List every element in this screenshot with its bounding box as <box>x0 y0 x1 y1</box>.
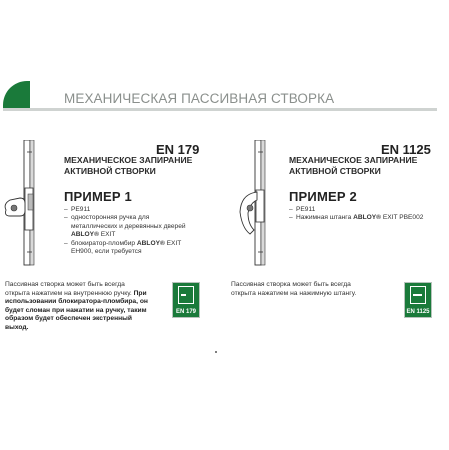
push-bar-mechanism <box>240 192 257 234</box>
example-1-components <box>64 206 186 256</box>
list-item: – Нажимная штанга ABLOY® EXIT PBE002 <box>289 214 423 222</box>
door-icon <box>178 286 194 304</box>
brand-name: ABLOY® <box>136 239 165 247</box>
lock-with-handle-illustration <box>2 140 46 270</box>
caption-line: АКТИВНОЙ СТВОРКИ <box>64 166 156 176</box>
badge-label: EN 1125 <box>406 309 430 315</box>
caption-line: МЕХАНИЧЕСКОЕ ЗАПИРАНИЕ <box>64 155 193 165</box>
page-title: МЕХАНИЧЕСКАЯ ПАССИВНАЯ СТВОРКА <box>64 91 335 106</box>
section-tab-marker <box>3 81 30 108</box>
list-item: – односторонняя ручка для металлических и деревянных дверей ABLOY® EXIT <box>64 214 186 239</box>
example-1-title: ПРИМЕР 1 <box>64 189 132 204</box>
stray-dot <box>215 351 217 353</box>
standard-code-en1125: EN 1125 <box>381 142 431 157</box>
en179-badge <box>172 282 200 318</box>
list-item: – PE911 <box>64 206 186 214</box>
lock-with-push-bar-illustration <box>237 140 273 270</box>
list-item: – PE911 <box>289 206 423 214</box>
caption-line: АКТИВНОЙ СТВОРКИ <box>289 166 381 176</box>
example-1-description: Пассивная створка может быть всегда открыта нажатием на внутреннюю ручку. При использовании блокиратора-пломбира, он будет сломан при нажатии на ручку, таким образом будет обеспечен экстренный выход. <box>5 281 148 331</box>
door-icon <box>410 286 426 304</box>
standard-code-en179: EN 179 <box>156 142 200 157</box>
list-item: – блокиратор-пломбир ABLOY® EXIT EH900, если требуется <box>64 240 186 257</box>
brand-name: ABLOY® <box>353 214 382 222</box>
locking-caption-right <box>289 155 417 177</box>
header-divider <box>3 108 437 111</box>
brand-name: ABLOY® <box>71 231 99 239</box>
latch-bolt <box>28 194 33 210</box>
example-2-title: ПРИМЕР 2 <box>289 189 357 204</box>
mechanism-pivot <box>247 205 253 211</box>
example-2-description: Пассивная створка может быть всегда открыта нажатием на нажимную штангу. <box>231 281 357 297</box>
locking-caption-left <box>64 155 192 177</box>
caption-line: МЕХАНИЧЕСКОЕ ЗАПИРАНИЕ <box>289 155 418 165</box>
handle-spindle <box>11 205 17 211</box>
example-2-components <box>289 206 423 223</box>
badge-label: EN 179 <box>175 309 196 315</box>
en1125-badge <box>404 282 432 318</box>
